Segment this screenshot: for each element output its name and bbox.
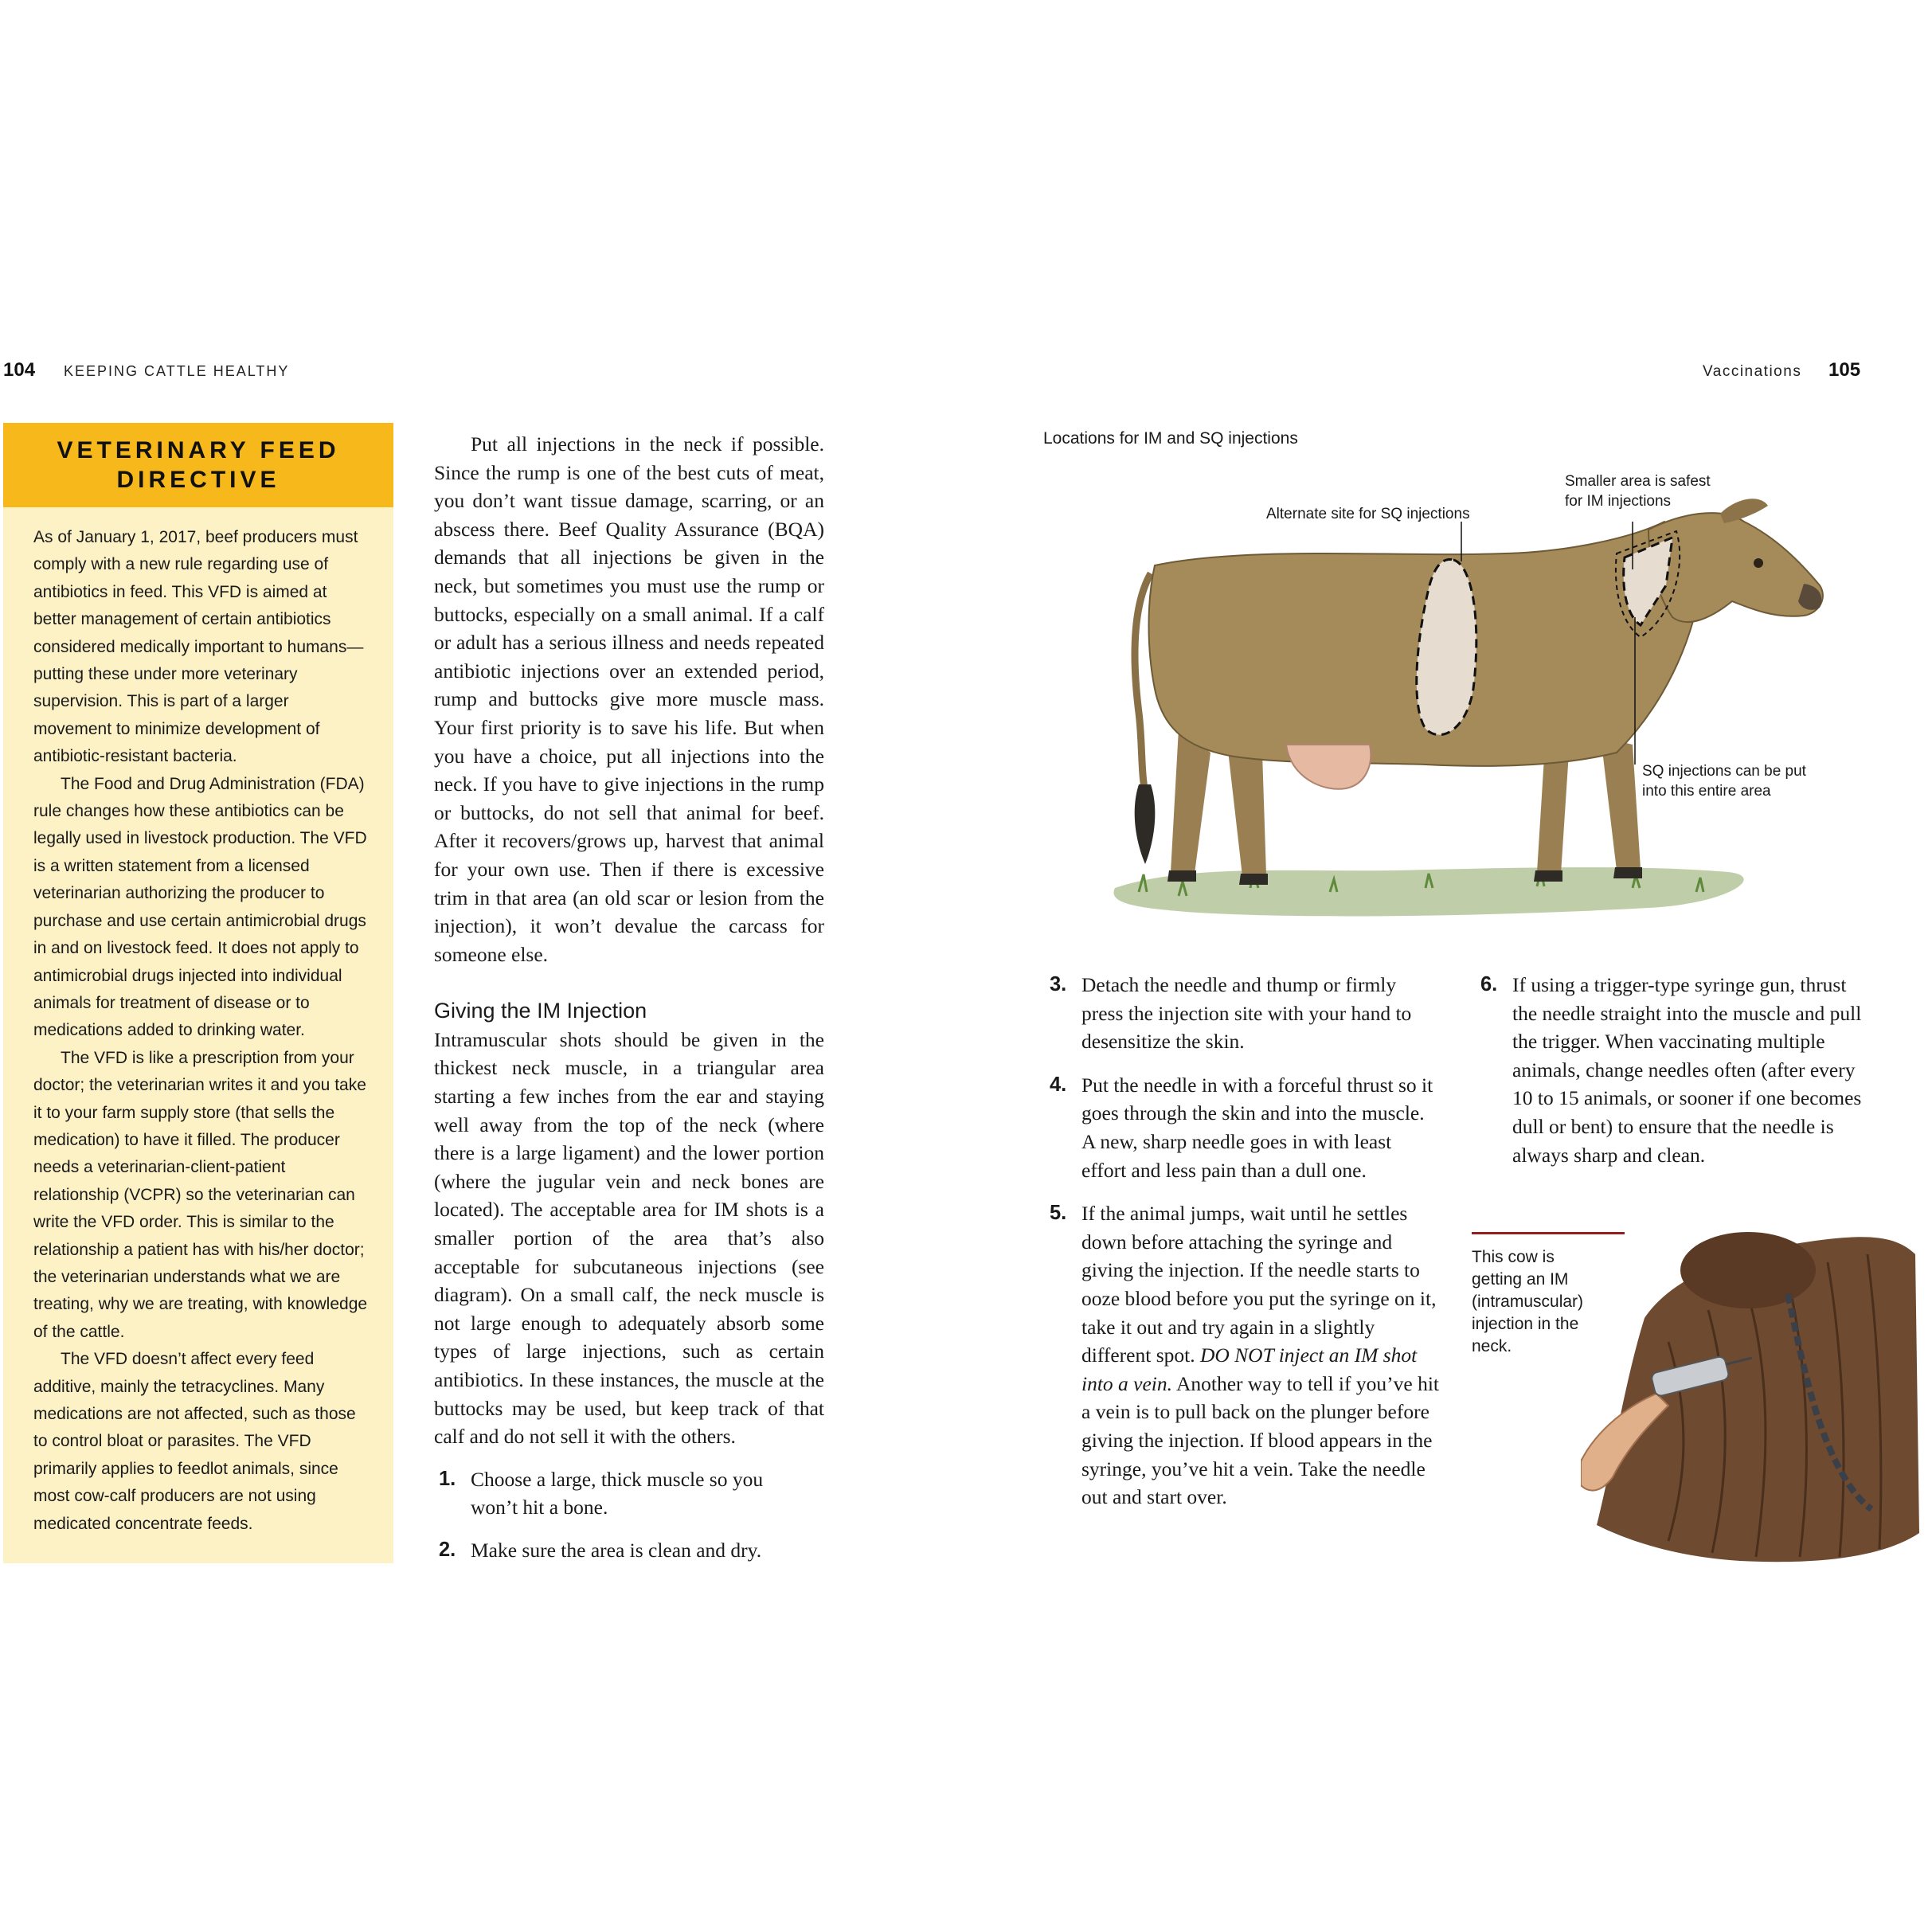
step-text <box>1081 1199 1439 1512</box>
annotation-smaller-line1: Smaller area is safest <box>1565 473 1711 490</box>
cow-eye <box>1754 558 1763 568</box>
list-item <box>1045 1071 1439 1184</box>
annotation-alt-site: Alternate site for SQ injections <box>1266 506 1470 522</box>
im-paragraph: Intramuscular shots should be given in the thickest neck muscle, in a triangular area starting a few inches from the ear and staying well away from the top of the neck (where there is a large ligament) and the lower portion (where the jugular vein and neck bones are located). The acceptable area for IM shots is a smaller portion of the area that’s also acceptable for subcutaneous injections (see diagram). On a small calf, the neck muscle is not large enough to adequately absorb some types of large injections, such as certain antibiotics. In these instances, the muscle at the buttocks may be used, but keep track of that calf and do not sell it with the others. <box>434 1027 824 1449</box>
sidebar-title-line2: DIRECTIVE <box>116 467 280 493</box>
sidebar-paragraph-3: The VFD is like a prescription from your doctor; the veterinarian writes it and you take it to your farm supply store (that sells the medication) to have it filled. The producer needs a veterinarian-client-patient relationship (VCPR) so the veterinarian can write the VFD order. This is similar to the relationship a patient has with his/her doctor; the veterinarian understands what we are treating, why we are treating, with knowledge of the cattle. <box>33 1048 368 1341</box>
sidebar-body <box>33 524 370 1538</box>
steps-column-right <box>1476 971 1874 1183</box>
annotation-sq-line1: SQ injections can be put <box>1642 763 1806 780</box>
neck-figure-caption: This cow is getting an IM (intramuscular) injection in the neck. <box>1472 1248 1584 1355</box>
sidebar-title <box>47 436 350 495</box>
cow-head <box>1648 513 1823 622</box>
step-text: Choose a large, thick muscle so you won’t hit a bone. <box>471 1467 764 1519</box>
step5-text-italic: DO NOT inject an IM shot into a vein. <box>1081 1343 1418 1395</box>
step-text: Put the needle in with a forceful thrust so it goes through the skin and into the muscle. A new, sharp needle goes in with least effort and less pain than a dull one. <box>1081 1073 1433 1182</box>
annotation-sq-line2: into this entire area <box>1642 783 1771 800</box>
step-number: 6. <box>1480 973 1498 995</box>
cow-tail-switch <box>1135 784 1156 864</box>
left-page-number: 104 <box>3 359 36 381</box>
right-running-head: Vaccinations <box>1703 363 1802 380</box>
annotation-smaller-line2: for IM injections <box>1565 493 1672 510</box>
step-number: 5. <box>1050 1202 1067 1225</box>
im-injection-subheading: Giving the IM Injection <box>434 999 647 1023</box>
neck-injection-illustration <box>1581 1222 1923 1573</box>
step-number: 4. <box>1050 1073 1067 1096</box>
cow-tail <box>1135 573 1151 800</box>
step5-text-b: Another way to tell if you’ve hit a vein is to pull back on the plunger before giving the injection. If blood appears in the syringe, you’ve hit a vein. Take the needle out and start over. <box>1081 1371 1439 1509</box>
right-page-number: 105 <box>1828 359 1861 381</box>
steps-column-mid <box>1045 971 1439 1526</box>
step-number: 1. <box>439 1467 456 1490</box>
sidebar-header <box>3 423 393 507</box>
cow-udder <box>1286 745 1371 789</box>
vfd-sidebar <box>3 423 393 1563</box>
steps-list-mid <box>1045 971 1439 1512</box>
list-item <box>434 1536 824 1565</box>
step-text: If using a trigger-type syringe gun, thrust the needle straight into the muscle and pull the trigger. When vaccinating multiple animals, change needles often (after every 10 to 15 animals, or sooner if one becomes dull or bent) to ensure that the needle is always sharp and clean. <box>1512 973 1862 1167</box>
list-item <box>1476 971 1874 1169</box>
step-text: Detach the needle and thump or firmly press the injection site with your hand to desensitize the skin. <box>1081 973 1412 1054</box>
intro-paragraph: Put all injections in the neck if possible. Since the rump is one of the best cuts of meat, you don’t want tissue damage, scarring, or an abscess there. Beef Quality Assurance (BQA) demands that all injections be given in the neck, but sometimes you must use the rump or buttocks, especially on a small animal. If a calf or adult has a serious illness and needs repeated antibiotic injections over an extended period, rump and buttocks give more muscle mass. Your first priority is to save his life. But when you have a choice, put all injections into the neck. If you have to give injections in the rump or buttocks, do not sell that animal for beef. After it recovers/grows up, harvest that animal for your own use. Then if there is excessive trim in that area (an old scar or lesion from the injection), it won’t devalue the carcass for someone else. <box>434 432 824 966</box>
steps-list-right <box>1476 971 1874 1169</box>
sidebar-title-line1: VETERINARY FEED <box>57 437 340 463</box>
step-number: 2. <box>439 1538 456 1561</box>
step-text: Make sure the area is clean and dry. <box>471 1538 762 1562</box>
neck-head-part <box>1680 1232 1816 1308</box>
sidebar-paragraph-2: The Food and Drug Administration (FDA) rule changes how these antibiotics can be legally used in livestock production. The VFD is a written statement from a licensed veterinarian authorizing the producer to purchase and use certain antimicrobial drugs in and on livestock feed. It does not apply to antimicrobial drugs injected into individual animals for treatment of disease or to medications added to drinking water. <box>33 774 367 1040</box>
step-number: 3. <box>1050 973 1067 995</box>
list-item <box>1045 971 1439 1056</box>
left-running-head: KEEPING CATTLE HEALTHY <box>64 363 290 379</box>
cow-illustration <box>1091 490 1832 936</box>
cow-ear <box>1720 499 1768 523</box>
list-item <box>434 1465 824 1522</box>
step5-text-a: If the animal jumps, wait until he settles down before attaching the syringe and giving the injection. If the needle starts to ooze blood before you put the syringe on it, take it out and try again in a slightly different spot. <box>1081 1202 1437 1367</box>
figure-label: Locations for IM and SQ injections <box>1043 429 1298 448</box>
steps-list-left <box>434 1465 824 1565</box>
list-item <box>1045 1199 1439 1512</box>
main-text-column <box>434 430 824 1579</box>
sidebar-paragraph-4: The VFD doesn’t affect every feed additive, mainly the tetracyclines. Many medications are not affected, such as those to control bloat or parasites. The VFD primarily applies to feedlot animals, since most cow-calf producers are not using medicated concentrate feeds. <box>33 1350 356 1533</box>
sidebar-paragraph-1: As of January 1, 2017, beef producers must comply with a new rule regarding use of antibiotics in feed. This VFD is aimed at better management of certain antibiotics considered medically important to humans—putting these under more veterinary supervision. This is part of a larger movement to minimize development of antibiotic-resistant bacteria. <box>33 528 364 766</box>
